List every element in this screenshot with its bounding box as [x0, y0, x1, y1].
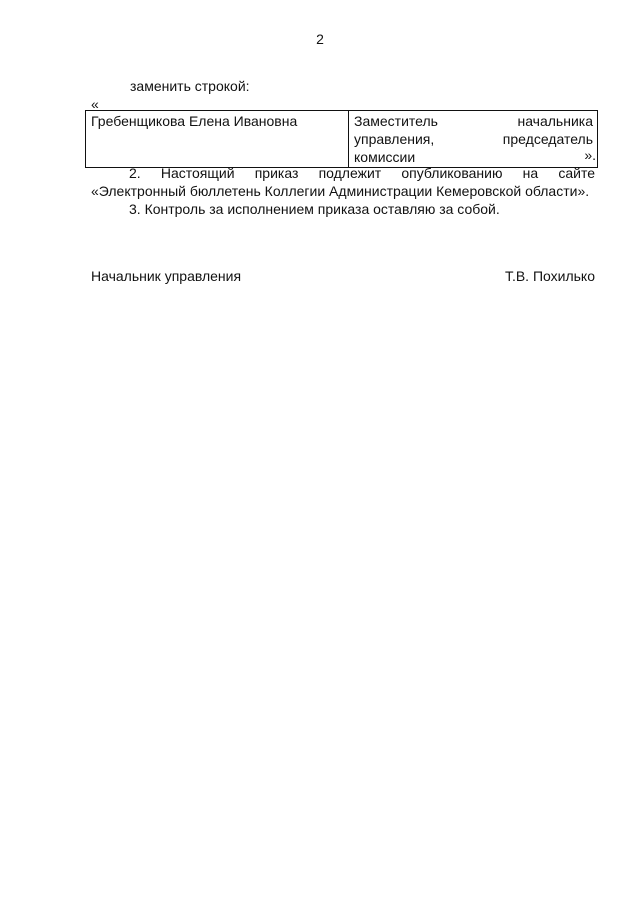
closing-quote-mark: ». [584, 147, 596, 163]
paragraph-control: 3. Контроль за исполнением приказа оставляю за собой. [129, 201, 500, 217]
signatory-name: Т.В. Похилько [504, 268, 595, 284]
page-number: 2 [316, 31, 324, 47]
member-name-cell: Гребенщикова Елена Ивановна [86, 111, 349, 168]
table-row [86, 111, 598, 168]
replace-instruction: заменить строкой: [130, 78, 250, 94]
paragraph-publication: 2. Настоящий приказ подлежит опубликованию на сайте «Электронный бюллетень Коллегии Администрации Кемеровской области». [91, 165, 595, 199]
member-position-cell: Заместитель начальника управления, председатель комиссии [349, 111, 598, 168]
opening-quote-mark: « [91, 96, 99, 112]
commission-member-table [85, 110, 598, 168]
signatory-title: Начальник управления [91, 268, 242, 284]
